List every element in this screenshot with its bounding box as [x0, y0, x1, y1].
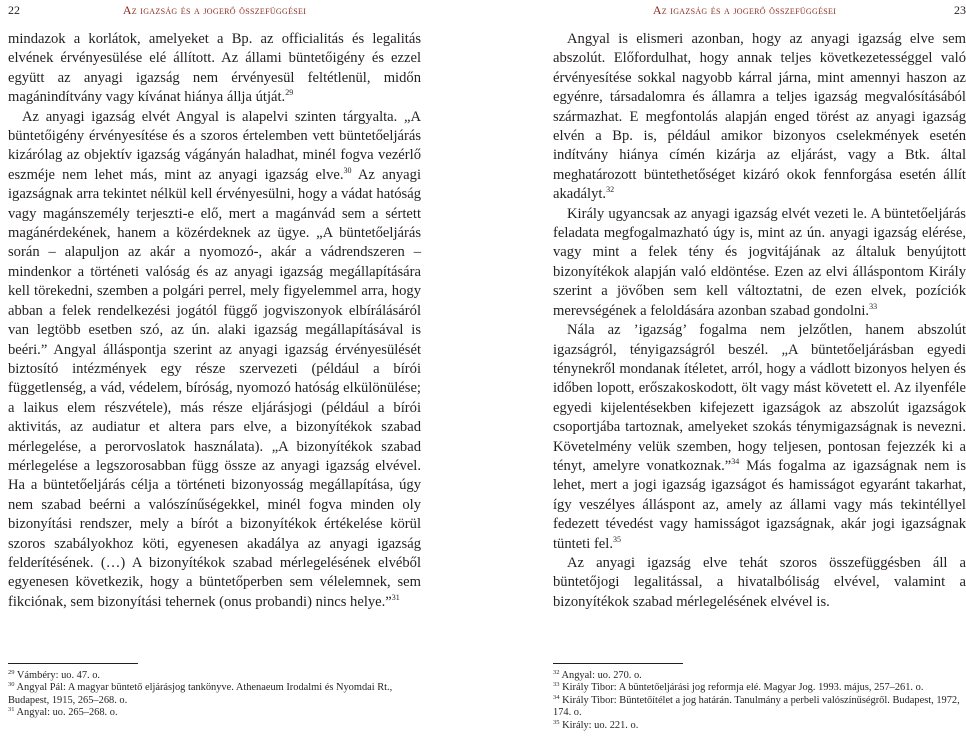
body-text [8, 30, 421, 612]
body-text [553, 30, 966, 612]
paragraph [553, 30, 966, 205]
footnote [553, 670, 966, 682]
footnote-number: 30 [8, 681, 15, 689]
footnote [553, 682, 966, 694]
footnote-ref: 29 [285, 88, 294, 98]
text-run: Az anyagi igazságnak arra tekintet nélkül kell érvényesülni, hogy a vádat hatóság vagy magánszemély terjeszti-e elő, mert a magánvád sem a sértett magánérdekének, hanem a közérdeknek az ügye. „A büntetőeljárás során – alapuljon az akár a nyomozó-, akár a vádrendszeren – mindenkor a történeti valóság és az anyagi igazság megállapítására kell törekedni, szemben a polgári perrel, mely figyelemmel arra, hogy abban a felek rendelkezési jogától függő jogviszonyok elbírálásáról van legtöbb esetben szó, az ún. alaki igazság megállapításával is beéri.” Angyal álláspontja szerint az anyagi igazság érvényesülését biztosító intézmények egy része szervezeti (például a bírói függetlenség, a vád, védelem, bíróság, nyomozó hatóság elkülönülése; a laikus elem részvétele), más része eljárásjogi (például a bírói aktivitás, az audiatur et altera pars elve, a bizonyítékok szabad mérlegelése, a perorvoslatok használata). „A bizonyítékok szabad mérlegelése a legszorosabban függ össze az anyagi igazság elvével. Ha a büntetőeljárás célja a történeti bizonyosság megállapítása, úgy nem szabad beérni a valószínűségekkel, minél fogva minden oly bizonyítási rendszer, mely a bírót a bizonyítékok értékelése körül szoros szabályokhoz köti, egyenesen akadálya az anyagi igazság felderítésének. (…) A bizonyítékok szabad mérlegelésének elvéből egyenesen következik, hogy a büntetőperben sem vélelemnek, sem fikciónak, sem bizonyítási tehernek (onus probandi) nincs helye.” [8, 166, 421, 610]
footnote-text: Király Tibor: Büntetőítélet a jog határán. Tanulmány a perbeli valószínűségről. Budapest, 1972, 174. o. [553, 694, 960, 719]
footnotes [553, 670, 966, 732]
footnote-divider [553, 663, 683, 664]
footnote-number: 32 [553, 669, 560, 676]
footnote-number: 31 [8, 706, 15, 714]
footnote [8, 707, 421, 719]
text-run: Király ugyancsak az anyagi igazság elvét vezeti le. A büntetőeljárás feladata megfogalmazható úgy is, mint az ún. anyagi igazság elérése, vagy mint a felek tény és jogvitájának az általuk benyújtott bizonyítékok alapján való eldöntése. Ezen az elvi álláspontom Király szerint a jövőben sem kell változtatni, de ezen elvek, pozíciók merevségének a feloldására azonban szabad gondolni. [553, 205, 966, 319]
running-title: Az igazság és a jogerő összefüggései [652, 3, 837, 17]
running-title: Az igazság és a jogerő összefüggései [122, 3, 307, 17]
text-run: Az anyagi igazság elvét Angyal is alapelvi szinten tárgyalta. „A büntetőigény érvényesítése és a szoros értelemben vett büntetőeljárás kizárólag az objektív igazság vágányán haladhat, minél fogva vezérlő eszméje nem lehet más, mint az anyagi igazság elve. [8, 108, 421, 183]
page-header [8, 2, 421, 18]
footnote-ref: 33 [869, 301, 878, 311]
footnote-ref: 35 [612, 534, 621, 544]
footnote-ref: 34 [731, 456, 740, 466]
paragraph [553, 554, 966, 612]
text-run: Nála az ’igazság’ fogalma nem jelzőtlen, hanem abszolút igazságról, tényigazságról beszél. „A büntetőeljárásban egyedi ténynekről mondanak ítéletet, arról, hogy a vádlott bizonyos helyen és időben lopott, erőszakoskodott, ölt vagy mást követett el. Az ilyenféle egyedi kijelentésekben kifejezett igazságok az abszolút igazságok csoportjába tartoznak, amelyeket szokás ténymigazságnak is nevezni. Követelmény velük szemben, hogy teljesen, pontosan fejezzék ki a tényt, amelyre vonatkoznak.” [553, 322, 966, 474]
footnote-text: Angyal: uo. 270. o. [561, 670, 642, 681]
paragraph [8, 108, 421, 613]
page-header [553, 2, 966, 18]
footnotes [8, 670, 421, 720]
footnote-number: 34 [553, 693, 560, 701]
footnote-text: Vámbéry: uo. 47. o. [16, 670, 101, 681]
text-run: Az anyagi igazság elve tehát szoros összefüggésben áll a büntetőjogi legalitással, a hivatalbóliság elvével, valamint a bizonyítékok szabad mérlegelésének elvével is. [553, 554, 966, 610]
footnote-ref: 31 [391, 592, 400, 602]
footnote-text: Király Tibor: A büntetőeljárási jog reformja elé. Magyar Jog. 1993. május, 257–261. o. [562, 682, 924, 694]
footnote [8, 670, 421, 682]
text-run: Angyal is elismeri azonban, hogy az anyagi igazság elve sem abszolút. Előfordulhat, hogy annak teljes következetességgel való érvényesítése sokkal nagyobb kárral járna, mint amennyi haszon az egyénre, társadalomra és államra a teljes igazság megvalósításából származhat. E megfontolás alapján enged törést az anyagi igazság elvén a Bp. is, például amikor bizonyos cselekmények esetén indítvány hiánya címén kizárja az eljárást, vagy a Btk. által meghatározott büntethetőséget kizáró okok fennforgása esetén állít akadályt. [553, 31, 966, 203]
footnote [553, 720, 966, 732]
footnote-text: Király: uo. 221. o. [562, 719, 639, 731]
paragraph [8, 30, 421, 108]
footnote-ref: 30 [343, 165, 352, 175]
page-number: 22 [8, 3, 20, 17]
footnote-text: Angyal Pál: A magyar büntető eljárásjog tankönyve. Athenaeum Irodalmi és Nyomdai Rt., Budapest, 1915, 265–268. o. [8, 682, 393, 706]
paragraph [553, 321, 966, 554]
footnote-ref: 32 [606, 185, 615, 195]
page-number: 23 [954, 3, 966, 17]
footnote-number: 35 [553, 718, 560, 726]
text-run: mindazok a korlátok, amelyeket a Bp. az officialitás és legalitás elvének érvényesülése elé állított. Az állami büntetőigény és ezzel együtt az anyagi igazság nem érvényesül feltétlenül, midőn magánindítvány vagy kívánat hiánya állja útját. [8, 31, 421, 106]
footnote-divider [8, 663, 138, 664]
text-run: Más fogalma az igazságnak nem is lehet, mert a jogi igazság igazságot és hamisságot egyaránt takarhat, így veszélyes álláspont az, amely az állami vagy más tekintéllyel fedezett tévedést vagy hamisságot igazságnak, akár jogi igazságnak tünteti fel. [553, 457, 966, 552]
footnote-number: 33 [553, 681, 560, 689]
footnote [8, 682, 421, 707]
left-page [8, 0, 421, 736]
footnote-number: 29 [8, 669, 15, 676]
footnote [553, 695, 966, 720]
footnote-text: Angyal: uo. 265–268. o. [16, 707, 118, 719]
right-page [553, 0, 966, 736]
paragraph [553, 205, 966, 321]
